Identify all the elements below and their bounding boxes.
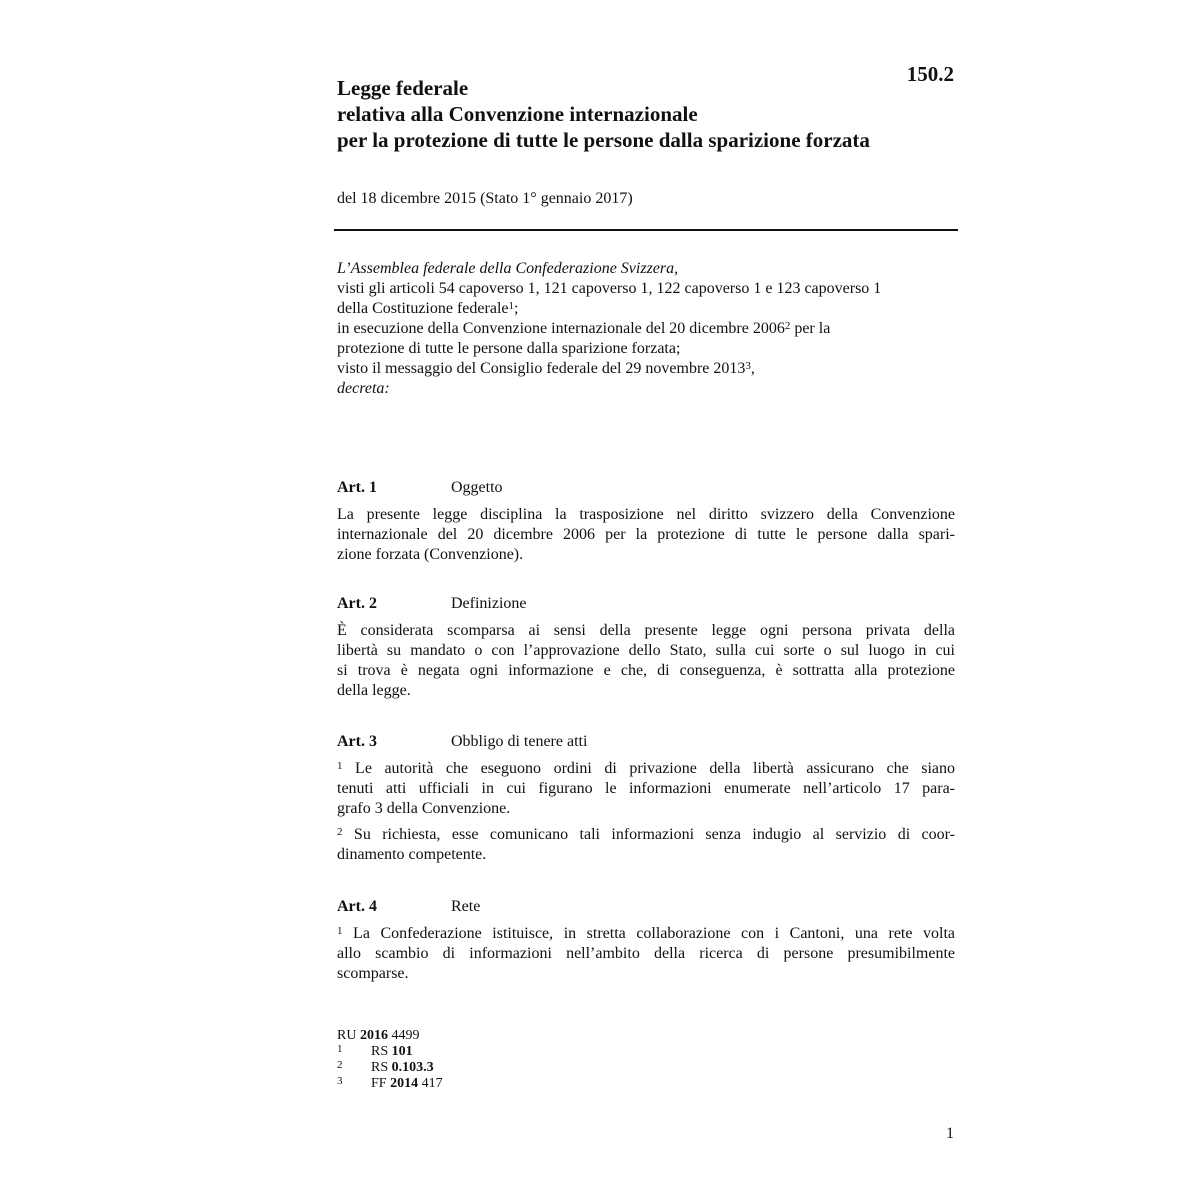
article-2 [337, 593, 955, 707]
title-line: relativa alla Convenzione internazionale [337, 102, 698, 126]
article-1 [337, 477, 955, 571]
preamble-line: visti gli articoli 54 capoverso 1, 121 capoverso 1, 122 capoverso 1 e 123 capoverso 1 [337, 280, 882, 297]
article-heading [337, 593, 955, 615]
article-title: Oggetto [451, 479, 503, 496]
paragraph-number: 1 [337, 925, 343, 937]
title-line: Legge federale [337, 76, 469, 100]
article-body [337, 924, 955, 984]
footnotes [337, 1028, 443, 1092]
article-title: Obbligo di tenere atti [451, 733, 588, 750]
preamble-line: della Costituzione federale$^1$; [337, 300, 519, 317]
footnote: 3 FF 2014 417 [337, 1075, 443, 1091]
article-heading [337, 896, 955, 918]
preamble-line: visto il messaggio del Consiglio federale del 29 novembre 2013$^3$, [337, 360, 755, 377]
page-number: 1 [946, 1125, 954, 1142]
article-title: Definizione [451, 595, 527, 612]
article-body [337, 505, 955, 565]
footnote: 2 RS 0.103.3 [337, 1059, 434, 1075]
article-number: Art. 2 [337, 595, 377, 612]
footnote: 1 RS 101 [337, 1043, 413, 1059]
article-body [337, 759, 955, 865]
article-title: Rete [451, 898, 481, 915]
article-4 [337, 896, 955, 990]
header-divider [334, 229, 958, 231]
preamble-authority: L’Assemblea federale della Confederazione Svizzera, [337, 260, 679, 277]
article-number: Art. 1 [337, 479, 377, 496]
preamble-line: in esecuzione della Convenzione internazionale del 20 dicembre 2006$^2$ per la [337, 320, 831, 337]
article-number: Art. 4 [337, 898, 377, 915]
article-paragraph: $^2$ Su richiesta, esse comunicano tali informazioni senza indugio al servizio di coor- dinamento competente. [337, 826, 955, 863]
article-3 [337, 731, 955, 871]
preamble-decreta: decreta: [337, 380, 390, 397]
preamble [337, 259, 957, 399]
paragraph-number: 1 [337, 760, 343, 772]
article-paragraph: $^1$ La Confederazione istituisce, in stretta collaborazione con i Cantoni, una rete volta allo scambio di informazioni nell’ambito della ricerca di persone presumibilmente scomparse. [337, 925, 955, 982]
article-paragraph: La presente legge disciplina la trasposizione nel diritto svizzero della Convenzione internazionale del 20 dicembre 2006 per la protezione di tutte le persone dalla spari- zione forzata (Convenzione). [337, 506, 955, 563]
title-line: per la protezione di tutte le persone dalla sparizione forzata [337, 128, 870, 152]
footnote-ref: 2 [784, 320, 791, 332]
date-status-line: del 18 dicembre 2015 (Stato 1° gennaio 2017) [337, 190, 633, 207]
article-heading [337, 477, 955, 499]
footnote-ref: 1 [508, 300, 514, 312]
document-title [337, 75, 957, 153]
article-paragraph: È considerata scomparsa ai sensi della presente legge ogni persona privata della libertà su mandato o con l’approvazione dello Stato, sulla cui sorte o sul luogo in cui si trova è negata ogni informazione e che, di conseguenza, è sottratta alla protezione della legge. [337, 622, 955, 699]
preamble-line: protezione di tutte le persone dalla sparizione forzata; [337, 340, 681, 357]
article-paragraph: $^1$ Le autorità che eseguono ordini di privazione della libertà assicurano che siano tenuti atti ufficiali in cui figurano le informazioni enumerate nell’articolo 17 para- grafo 3 della Convenzione. [337, 760, 955, 817]
article-heading [337, 731, 955, 753]
article-number: Art. 3 [337, 733, 377, 750]
article-body [337, 621, 955, 701]
official-compilation-ref: RU 2016 4499 [337, 1028, 420, 1043]
footnote-ref: 3 [745, 360, 751, 372]
sr-number: 150.2 [906, 62, 954, 86]
paragraph-number: 2 [337, 826, 343, 838]
